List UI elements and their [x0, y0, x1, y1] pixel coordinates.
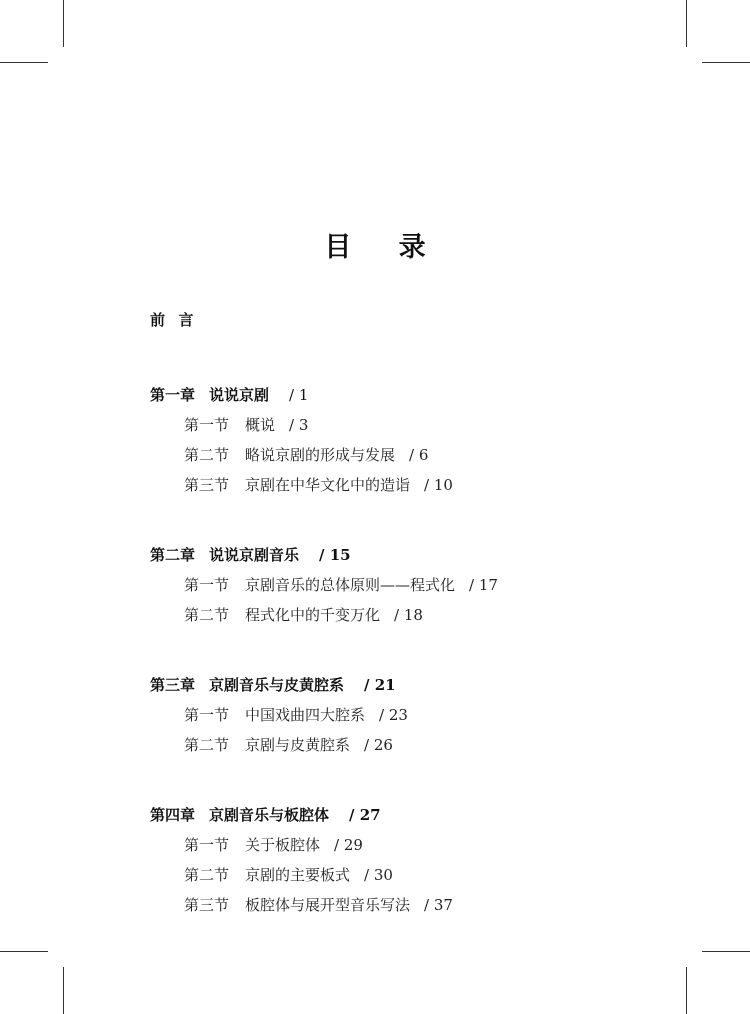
toc-section-4-3[interactable]	[150, 890, 650, 920]
section-title: 京剧的主要板式	[245, 866, 351, 884]
toc-chapter-3[interactable]	[150, 670, 650, 700]
section-page: / 26	[364, 736, 393, 754]
chapter-number: 第四章	[150, 806, 196, 824]
toc-section-1-2[interactable]	[150, 440, 650, 470]
chapter-block-3	[150, 670, 650, 760]
chapter-page: / 21	[364, 676, 396, 694]
table-of-contents	[150, 300, 650, 920]
toc-section-4-1[interactable]	[150, 830, 650, 860]
section-number: 第三节	[184, 476, 230, 494]
chapter-title: 说说京剧音乐	[209, 546, 300, 564]
chapter-number: 第一章	[150, 386, 196, 404]
section-page: / 18	[394, 606, 423, 624]
section-number: 第一节	[184, 836, 230, 854]
chapter-block-1	[150, 380, 650, 500]
chapter-title: 说说京剧	[209, 386, 270, 404]
chapter-number: 第二章	[150, 546, 196, 564]
section-number: 第二节	[184, 736, 230, 754]
crop-mark-top-left-horizontal	[0, 62, 48, 63]
crop-mark-top-right-vertical	[686, 0, 687, 47]
toc-section-2-2[interactable]	[150, 600, 650, 630]
chapter-title: 京剧音乐与皮黄腔系	[209, 676, 345, 694]
toc-section-3-2[interactable]	[150, 730, 650, 760]
toc-chapter-1[interactable]	[150, 380, 650, 410]
section-page: / 30	[364, 866, 393, 884]
chapter-page: / 1	[289, 386, 309, 404]
crop-mark-top-left-vertical	[63, 0, 64, 47]
toc-section-4-2[interactable]	[150, 860, 650, 890]
section-number: 第一节	[184, 706, 230, 724]
section-page: / 3	[289, 416, 309, 434]
section-page: / 10	[424, 476, 453, 494]
section-number: 第二节	[184, 606, 230, 624]
section-number: 第二节	[184, 446, 230, 464]
section-page: / 23	[379, 706, 408, 724]
toc-section-2-1[interactable]	[150, 570, 650, 600]
section-title: 板腔体与展开型音乐写法	[245, 896, 411, 914]
section-number: 第一节	[184, 576, 230, 594]
chapter-page: / 27	[349, 806, 381, 824]
toc-section-3-1[interactable]	[150, 700, 650, 730]
toc-section-1-3[interactable]	[150, 470, 650, 500]
chapter-block-4	[150, 800, 650, 920]
section-page: / 6	[409, 446, 429, 464]
toc-preface[interactable]: 前言	[150, 311, 208, 329]
crop-mark-bottom-right-horizontal	[702, 951, 750, 952]
toc-title: 目 录	[324, 232, 445, 263]
section-title: 关于板腔体	[245, 836, 321, 854]
section-number: 第二节	[184, 866, 230, 884]
section-title: 略说京剧的形成与发展	[245, 446, 396, 464]
section-page: / 37	[424, 896, 453, 914]
crop-mark-bottom-left-vertical	[63, 967, 64, 1014]
chapter-title: 京剧音乐与板腔体	[209, 806, 330, 824]
chapter-page: / 15	[319, 546, 351, 564]
section-title: 程式化中的千变万化	[245, 606, 381, 624]
section-number: 第一节	[184, 416, 230, 434]
toc-section-1-1[interactable]	[150, 410, 650, 440]
crop-mark-top-right-horizontal	[702, 62, 750, 63]
section-page: / 17	[469, 576, 498, 594]
chapter-block-2	[150, 540, 650, 630]
section-title: 京剧在中华文化中的造诣	[245, 476, 411, 494]
toc-chapter-2[interactable]	[150, 540, 650, 570]
crop-mark-bottom-right-vertical	[686, 967, 687, 1014]
section-title: 京剧音乐的总体原则——程式化	[245, 576, 456, 594]
section-title: 概说	[245, 416, 276, 434]
toc-chapter-4[interactable]	[150, 800, 650, 830]
section-title: 中国戏曲四大腔系	[245, 706, 366, 724]
section-page: / 29	[334, 836, 363, 854]
section-title: 京剧与皮黄腔系	[245, 736, 351, 754]
crop-mark-bottom-left-horizontal	[0, 951, 48, 952]
chapter-number: 第三章	[150, 676, 196, 694]
section-number: 第三节	[184, 896, 230, 914]
